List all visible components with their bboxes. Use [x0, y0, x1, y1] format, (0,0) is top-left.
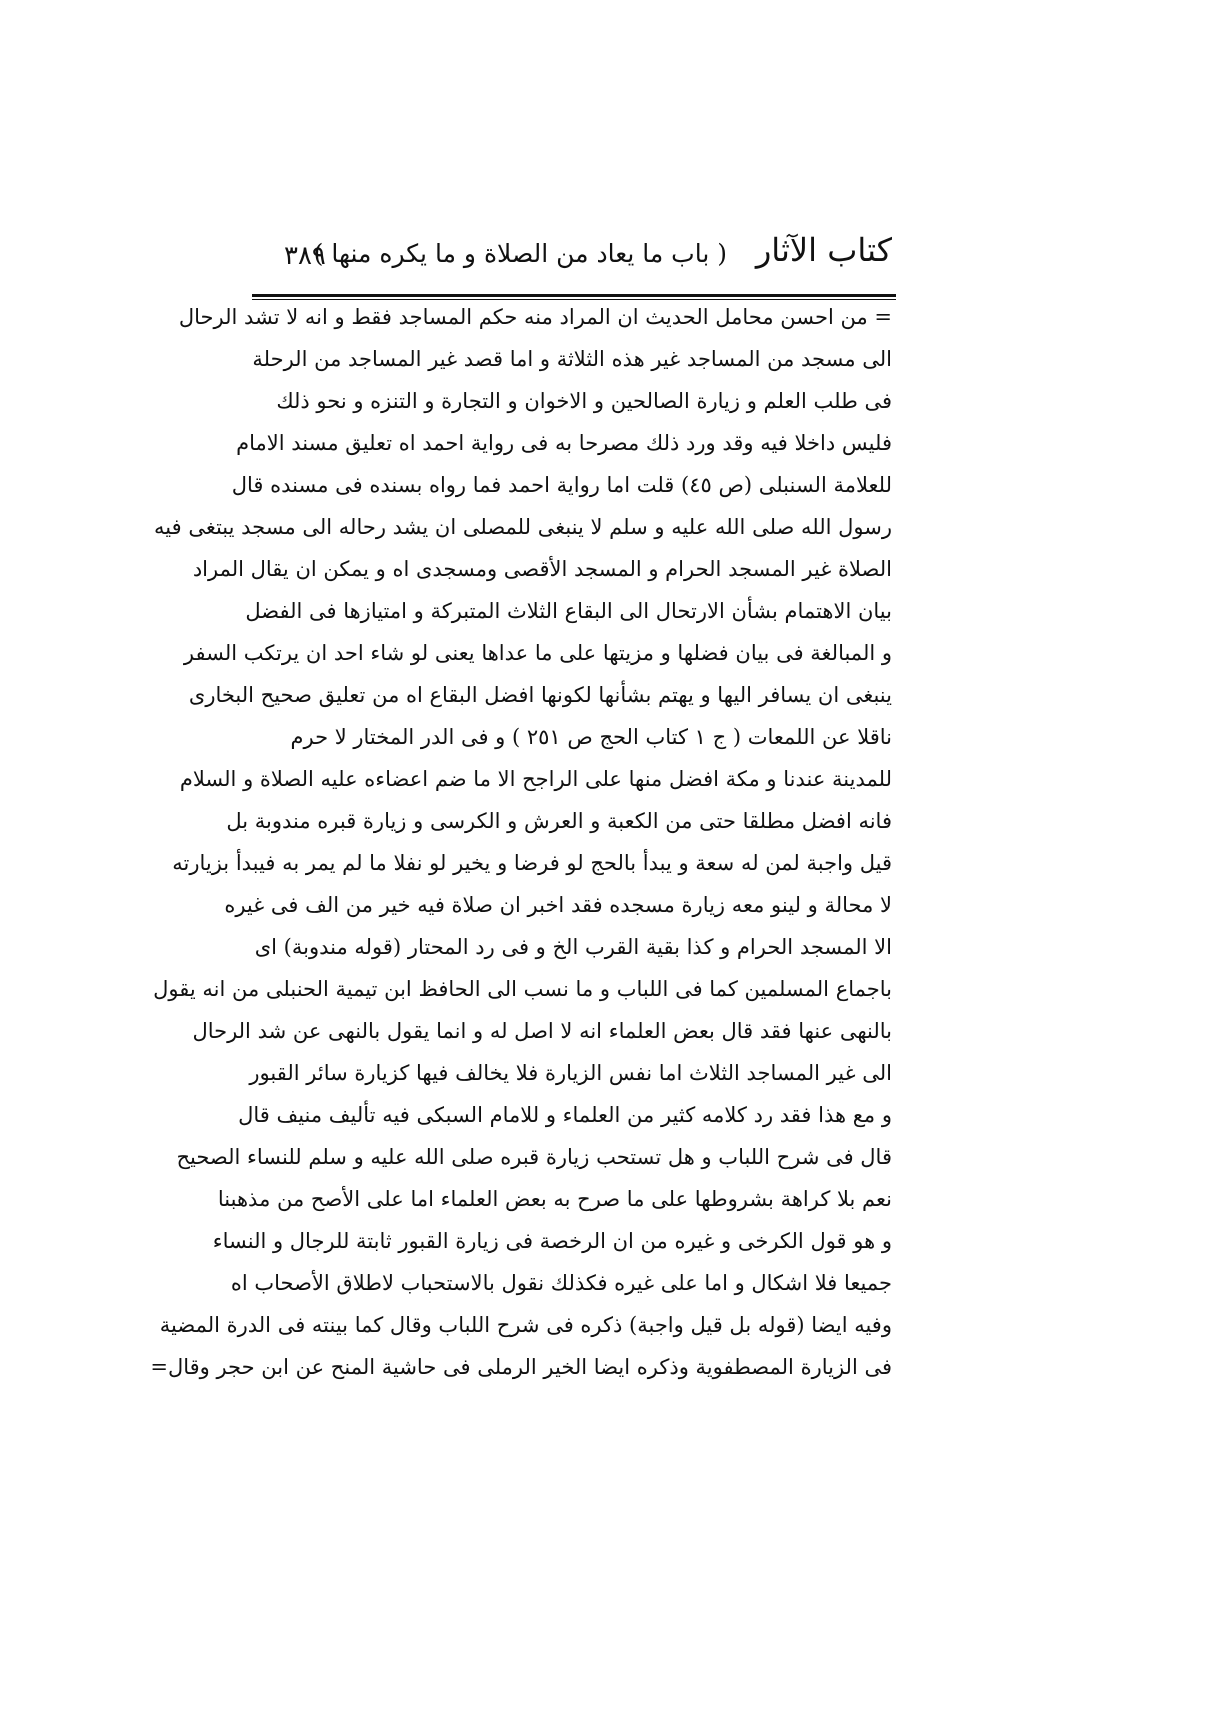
text-line: بيان الاهتمام بشأن الارتحال الى البقاع الثلاث المتبركة و امتيازها فى الفضل [245, 599, 892, 623]
text-line: و المبالغة فى بيان فضلها و مزيتها على ما عداها يعنى لو شاء احد ان يرتكب السفر [183, 641, 892, 665]
text-line: ناقلا عن اللمعات ( ج ١ كتاب الحج ص ٢٥١ ) و فى الدر المختار لا حرم [290, 725, 892, 749]
text-line: للمدينة عندنا و مكة افضل منها على الراجح الا ما ضم اعضاءه عليه الصلاة و السلام [179, 767, 892, 791]
text-line: فى طلب العلم و زيارة الصالحين و الاخوان و التجارة و التنزه و نحو ذلك [276, 389, 892, 413]
text-line: نعم بلا كراهة بشروطها على ما صرح به بعض العلماء اما على الأصح من مذهبنا [217, 1187, 892, 1211]
text-line: الى مسجد من المساجد غير هذه الثلاثة و اما قصد غير المساجد من الرحلة [252, 347, 892, 371]
body-text [150, 296, 892, 1416]
text-line: قيل واجبة لمن له سعة و يبدأ بالحج لو فرضا و يخير لو نفلا ما لم يمر به فيبدأ بزيارته [172, 851, 892, 875]
book-title: كتاب الآثار [755, 231, 892, 269]
text-line: الصلاة غير المسجد الحرام و المسجد الأقصى ومسجدى اه و يمكن ان يقال المراد [192, 557, 892, 581]
text-line: بالنهى عنها فقد قال بعض العلماء انه لا اصل له و انما يقول بالنهى عن شد الرحال [192, 1019, 892, 1043]
text-line: قال فى شرح اللباب و هل تستحب زيارة قبره صلى الله عليه و سلم للنساء الصحيح [176, 1145, 892, 1169]
text-line: فليس داخلا فيه وقد ورد ذلك مصرحا به فى رواية احمد اه تعليق مسند الامام [236, 431, 892, 455]
text-line: فى الزيارة المصطفوية وذكره ايضا الخير الرملى فى حاشية المنح عن ابن حجر وقال= [150, 1355, 892, 1379]
text-line: للعلامة السنبلى (ص ٤٥) قلت اما رواية احمد فما رواه بسنده فى مسنده قال [231, 473, 892, 497]
text-line: رسول الله صلى الله عليه و سلم لا ينبغى للمصلى ان يشد رحاله الى مسجد يبتغى فيه [154, 515, 892, 539]
text-line: و مع هذا فقد رد كلامه كثير من العلماء و للامام السبكى فيه تأليف منيف قال [238, 1103, 892, 1127]
text-line: وفيه ايضا (قوله بل قيل واجبة) ذكره فى شرح اللباب وقال كما بينته فى الدرة المضية [159, 1313, 892, 1337]
text-line: و هو قول الكرخى و غيره من ان الرخصة فى زيارة القبور ثابتة للرجال و النساء [212, 1229, 892, 1253]
page-header [272, 228, 892, 288]
chapter-title: ( باب ما يعاد من الصلاة و ما يكره منها ) [313, 239, 727, 268]
page-number: ٣٨٩ [284, 241, 326, 271]
text-line: ينبغى ان يسافر اليها و يهتم بشأنها لكونها افضل البقاع اه من تعليق صحيح البخارى [188, 683, 892, 707]
text-line: باجماع المسلمين كما فى اللباب و ما نسب الى الحافظ ابن تيمية الحنبلى من انه يقول [153, 977, 892, 1001]
text-line: فانه افضل مطلقا حتى من الكعبة و العرش و الكرسى و زيارة قبره مندوبة بل [226, 809, 892, 833]
text-line: لا محالة و لينو معه زيارة مسجده فقد اخبر ان صلاة فيه خير من الف فى غيره [224, 893, 892, 917]
text-line: الا المسجد الحرام و كذا بقية القرب الخ و فى رد المحتار (قوله مندوبة) اى [254, 935, 892, 959]
text-line: = من احسن محامل الحديث ان المراد منه حكم المساجد فقط و انه لا تشد الرحال [178, 305, 892, 329]
text-line: جميعا فلا اشكال و اما على غيره فكذلك نقول بالاستحباب لاطلاق الأصحاب اه [230, 1271, 892, 1295]
text-line: الى غير المساجد الثلاث اما نفس الزيارة فلا يخالف فيها كزيارة سائر القبور [249, 1061, 892, 1085]
